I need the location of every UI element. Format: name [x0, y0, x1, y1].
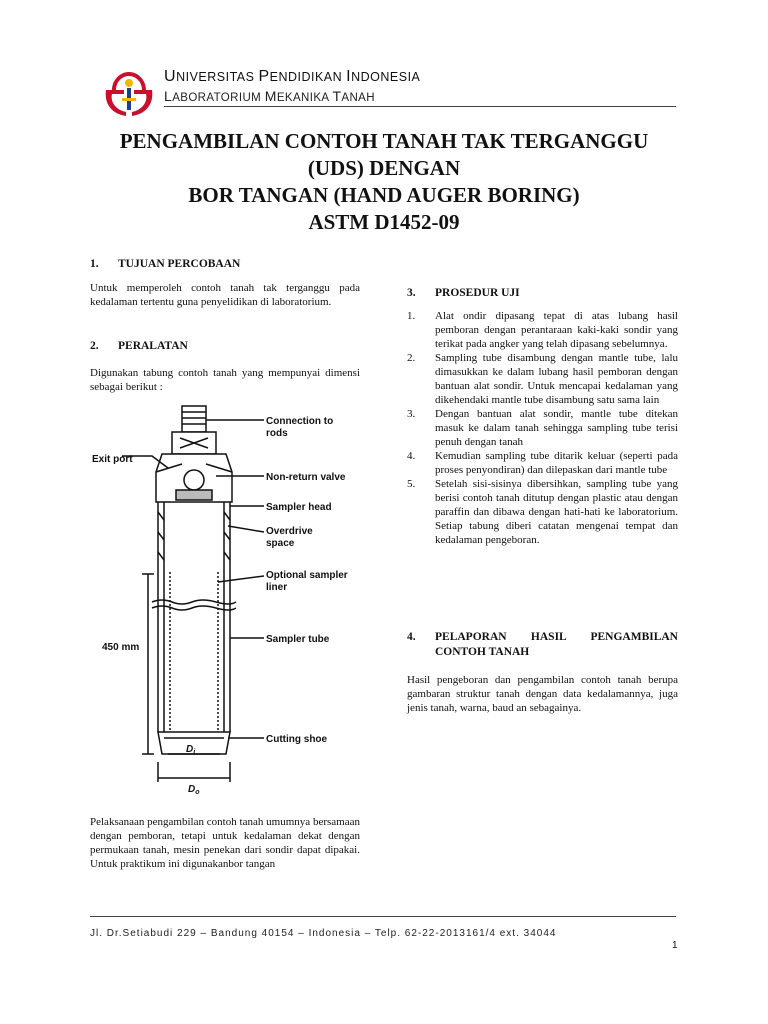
title-line-4: ASTM D1452-09	[308, 210, 460, 234]
university-logo	[102, 68, 156, 120]
section-1-text: Untuk memperoleh contoh tanah tak terganggu pada kedalaman tertentu guna penyelidikan di laboratorium.	[90, 282, 360, 308]
label-overdrive: Overdrive	[266, 526, 313, 537]
section-2-after-text: Pelaksanaan pengambilan contoh tanah umumnya bersamaan dengan pemboran, tetapi untuk kedalaman dekat dengan permukaan tanah, mesin penekan dari sondir dapat dipakai. Untuk praktikum ini digunakanbor tangan	[90, 816, 360, 870]
section-2-heading: 2. PERALATAN	[90, 340, 188, 352]
page-number: 1	[672, 940, 678, 951]
title-line-1: PENGAMBILAN CONTOH TANAH TAK TERGANGGU	[119, 129, 649, 153]
procedure-list	[407, 309, 678, 547]
procedure-item: 2. Sampling tube disambung dengan mantle tube, lalu dimasukkan ke dalam lubang hasil pemboran dengan bantuan alat sondir. Untuk mencapai kedalaman yang dikehendaki mantle tube disambung satu sama lain	[407, 352, 678, 406]
label-overdrive-2: space	[266, 538, 295, 549]
label-sampler-head: Sampler head	[266, 502, 332, 513]
procedure-item: 5. Setelah sisi-sisinya dibersihkan, sampling tube yang berisi contoh tanah ditutup dengan plastic atau dengan paraffin dan dibawa dengan hati-hati ke laboratorium. Setiap tabung diberi catatan mengenai tempat dan kedalaman pengeboran.	[407, 478, 678, 546]
label-connection-2: rods	[266, 428, 288, 439]
label-liner-2: liner	[266, 582, 288, 593]
section-2-text: Digunakan tabung contoh tanah yang mempunyai dimensi sebagai berikut :	[90, 367, 360, 393]
title-line-2: (UDS) DENGAN	[307, 156, 461, 180]
label-connection: Connection to	[266, 416, 334, 427]
procedure-item: 4. Kemudian sampling tube ditarik keluar (seperti pada proses penyondiran) dan dilepaskan dari mantle tube	[407, 450, 678, 476]
procedure-item: 3. Dengan bantuan alat sondir, mantle tube ditekan masuk ke dalam tanah sehingga sampling tube terisi penuh dengan tanah	[407, 408, 678, 448]
label-di: $D_i$	[186, 744, 196, 756]
label-cutting-shoe: Cutting shoe	[266, 734, 328, 745]
procedure-item: 1. Alat ondir dipasang tepat di atas lubang hasil pemboran dengan perantaraan kaki-kaki sondir yang terikat pada angker yang telah dipasang sebelumnya.	[407, 310, 678, 350]
document-title	[80, 128, 688, 236]
label-sampler-tube: Sampler tube	[266, 634, 330, 645]
sampler-tube-diagram	[92, 402, 368, 798]
section-3-heading: 3. PROSEDUR UJI	[407, 287, 520, 299]
header-divider	[164, 106, 676, 107]
label-do: $D_o$	[188, 784, 200, 796]
section-4-text: Hasil pengeboran dan pengambilan contoh tanah berupa gambaran struktur tanah dengan data kedalamannya, juga jenis tanah, warna, baud an sebagainya.	[407, 674, 678, 714]
laboratory-name: LABORATORIUM MEKANIKA TANAH	[164, 88, 375, 104]
footer-address: Jl. Dr.Setiabudi 229 – Bandung 40154 – Indonesia – Telp. 62-22-2013161/4 ext. 34044	[90, 928, 557, 939]
university-name: UNIVERSITAS PENDIDIKAN INDONESIA	[164, 68, 421, 85]
section-4-heading: 4. PELAPORAN HASIL PENGAMBILAN CONTOH TANAH	[407, 631, 678, 658]
section-1-heading: 1. TUJUAN PERCOBAAN	[90, 258, 241, 270]
label-liner: Optional sampler	[266, 570, 348, 581]
footer-divider	[90, 916, 676, 917]
label-exit-port: Exit port	[92, 454, 133, 465]
label-non-return-valve: Non-return valve	[266, 472, 346, 483]
label-length: 450 mm	[102, 642, 140, 653]
title-line-3: BOR TANGAN (HAND AUGER BORING)	[188, 183, 580, 207]
